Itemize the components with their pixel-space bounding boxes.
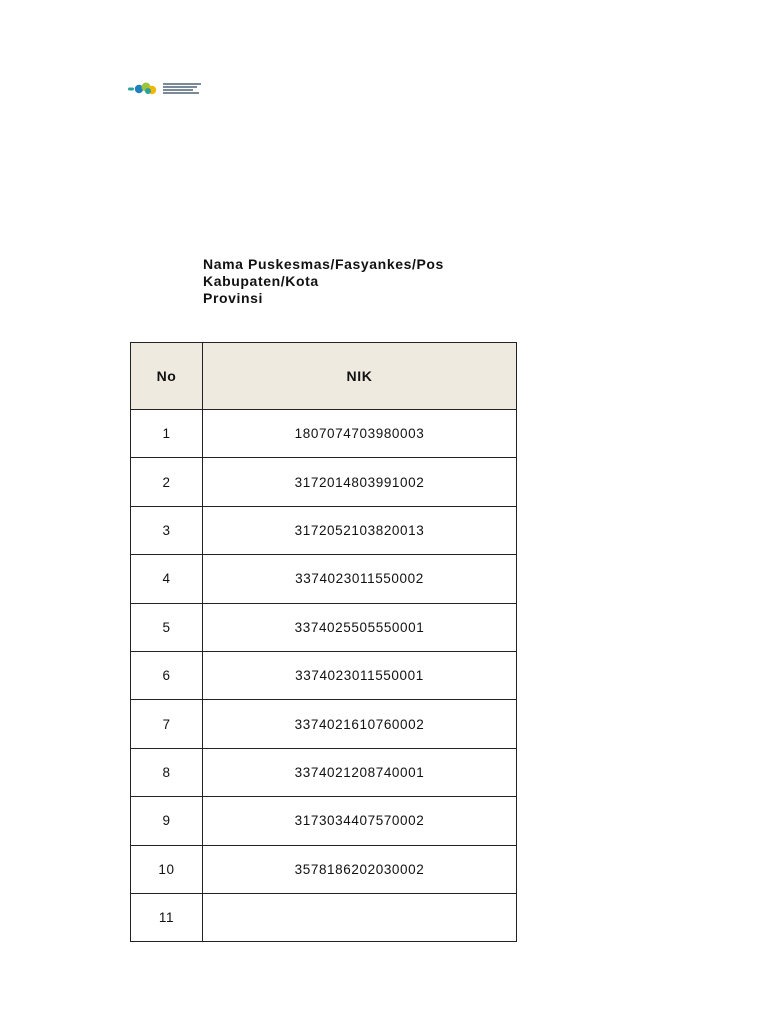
nik-cell: 3173034407570002: [203, 797, 517, 845]
header-kabupaten-label: Kabupaten/Kota: [203, 273, 319, 289]
nik-cell: 3172014803991002: [203, 458, 517, 506]
table-row: [131, 700, 517, 748]
logo-mark-icon: [128, 80, 162, 98]
column-header-no: No: [131, 343, 203, 410]
logo-wordmark-line: [163, 83, 201, 85]
table-row: [131, 506, 517, 554]
table-row: [131, 845, 517, 893]
nik-cell: [203, 893, 517, 941]
row-number-cell: 7: [131, 700, 203, 748]
nik-cell: 3578186202030002: [203, 845, 517, 893]
row-number-cell: 6: [131, 651, 203, 699]
row-number-cell: 8: [131, 748, 203, 796]
row-number-cell: 9: [131, 797, 203, 845]
table-header-row: [131, 343, 517, 410]
row-number-cell: 2: [131, 458, 203, 506]
table-row: [131, 410, 517, 458]
logo-wordmark-line: [163, 89, 193, 91]
nik-cell: 3374021208740001: [203, 748, 517, 796]
table-row: [131, 555, 517, 603]
row-number-cell: 1: [131, 410, 203, 458]
logo-wordmark-line: [163, 86, 197, 88]
header-puskesmas-label: Nama Puskesmas/Fasyankes/Pos: [203, 256, 444, 272]
row-number-cell: 10: [131, 845, 203, 893]
table-row: [131, 603, 517, 651]
nik-cell: 3374025505550001: [203, 603, 517, 651]
table-row: [131, 748, 517, 796]
nik-cell: 3172052103820013: [203, 506, 517, 554]
table-row: [131, 893, 517, 941]
nik-table: [130, 342, 517, 942]
table-row: [131, 797, 517, 845]
nik-cell: 3374021610760002: [203, 700, 517, 748]
form-header: [203, 256, 533, 307]
kemenkes-logo-icon: [128, 80, 202, 98]
row-number-cell: 4: [131, 555, 203, 603]
header-provinsi-label: Provinsi: [203, 290, 264, 306]
logo-wordmark: [163, 83, 201, 94]
nik-cell: 3374023011550002: [203, 555, 517, 603]
row-number-cell: 3: [131, 506, 203, 554]
row-number-cell: 11: [131, 893, 203, 941]
nik-cell: 3374023011550001: [203, 651, 517, 699]
column-header-nik: NIK: [203, 343, 517, 410]
table-row: [131, 458, 517, 506]
table-row: [131, 651, 517, 699]
logo-wordmark-line: [163, 92, 199, 94]
row-number-cell: 5: [131, 603, 203, 651]
nik-cell: 1807074703980003: [203, 410, 517, 458]
